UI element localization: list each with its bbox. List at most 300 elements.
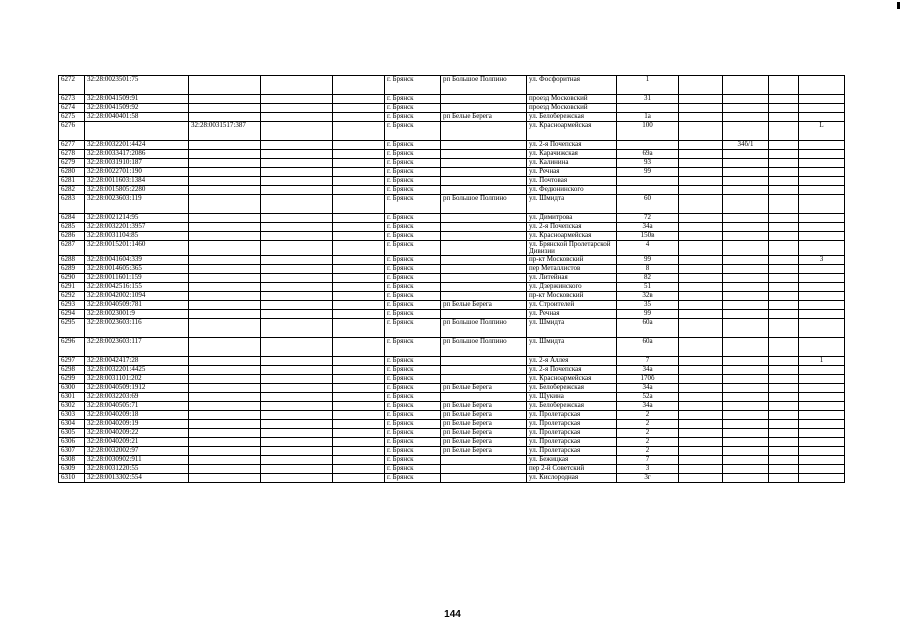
city-cell: г. Брянск (385, 256, 441, 265)
table-row (59, 357, 845, 366)
empty-cell (261, 256, 333, 265)
city-cell: г. Брянск (385, 292, 441, 301)
empty-cell (261, 177, 333, 186)
linked-cadastral-number-cell (189, 168, 261, 177)
linked-cadastral-number-cell (189, 177, 261, 186)
empty-cell (261, 141, 333, 150)
row-number-cell: 6291 (59, 283, 85, 292)
house-number-cell: 170б (617, 375, 679, 384)
empty-cell (333, 447, 385, 456)
table-row (59, 338, 845, 357)
empty-cell (333, 474, 385, 483)
building-number-cell (723, 338, 769, 357)
property-register-table (58, 75, 845, 483)
empty-cell (769, 384, 799, 393)
cadastral-number-cell: 32:28:0042002:1094 (85, 292, 189, 301)
locality-cell: рп Большое Полпино (441, 338, 527, 357)
empty-cell (333, 150, 385, 159)
cadastral-number-cell: 32:28:0040505:71 (85, 402, 189, 411)
empty-cell (679, 420, 723, 429)
street-cell: ул. 2-я Почепская (527, 141, 617, 150)
building-number-cell (723, 438, 769, 447)
table-row (59, 104, 845, 113)
empty-cell (769, 232, 799, 241)
apartment-cell (799, 366, 845, 375)
locality-cell (441, 292, 527, 301)
cadastral-number-cell: 32:28:0013302:554 (85, 474, 189, 483)
apartment-cell (799, 113, 845, 122)
row-number-cell: 6278 (59, 150, 85, 159)
house-number-cell: 2 (617, 420, 679, 429)
building-number-cell: 34б/1 (723, 141, 769, 150)
apartment-cell (799, 402, 845, 411)
building-number-cell (723, 223, 769, 232)
linked-cadastral-number-cell (189, 186, 261, 195)
linked-cadastral-number-cell (189, 95, 261, 104)
linked-cadastral-number-cell (189, 76, 261, 95)
empty-cell (769, 274, 799, 283)
empty-cell (261, 223, 333, 232)
locality-cell (441, 168, 527, 177)
empty-cell (333, 402, 385, 411)
apartment-cell (799, 310, 845, 319)
building-number-cell (723, 186, 769, 195)
empty-cell (261, 265, 333, 274)
table-row (59, 420, 845, 429)
city-cell: г. Брянск (385, 159, 441, 168)
empty-cell (333, 241, 385, 256)
empty-cell (679, 319, 723, 338)
building-number-cell (723, 402, 769, 411)
empty-cell (261, 384, 333, 393)
street-cell: ул. Кислородная (527, 474, 617, 483)
house-number-cell: 8 (617, 265, 679, 274)
linked-cadastral-number-cell (189, 357, 261, 366)
building-number-cell (723, 393, 769, 402)
cadastral-number-cell: 32:28:0032002:97 (85, 447, 189, 456)
city-cell: г. Брянск (385, 393, 441, 402)
empty-cell (261, 159, 333, 168)
empty-cell (333, 113, 385, 122)
empty-cell (679, 122, 723, 141)
linked-cadastral-number-cell (189, 241, 261, 256)
empty-cell (679, 141, 723, 150)
empty-cell (679, 429, 723, 438)
city-cell: г. Брянск (385, 76, 441, 95)
apartment-cell (799, 150, 845, 159)
row-number-cell: 6273 (59, 95, 85, 104)
city-cell: г. Брянск (385, 465, 441, 474)
cadastral-number-cell: 32:28:0041509:92 (85, 104, 189, 113)
locality-cell: рп Белые Берега (441, 301, 527, 310)
empty-cell (333, 256, 385, 265)
house-number-cell: 7 (617, 456, 679, 465)
apartment-cell (799, 223, 845, 232)
row-number-cell: 6285 (59, 223, 85, 232)
empty-cell (679, 474, 723, 483)
street-cell: ул. Фосфоритная (527, 76, 617, 95)
empty-cell (333, 168, 385, 177)
row-number-cell: 6275 (59, 113, 85, 122)
street-cell: ул. Карачижская (527, 150, 617, 159)
city-cell: г. Брянск (385, 265, 441, 274)
locality-cell (441, 456, 527, 465)
locality-cell: рп Белые Берега (441, 447, 527, 456)
building-number-cell (723, 319, 769, 338)
row-number-cell: 6305 (59, 429, 85, 438)
row-number-cell: 6309 (59, 465, 85, 474)
row-number-cell: 6294 (59, 310, 85, 319)
linked-cadastral-number-cell (189, 274, 261, 283)
empty-cell (333, 214, 385, 223)
house-number-cell: 82 (617, 274, 679, 283)
building-number-cell (723, 214, 769, 223)
cadastral-number-cell: 32:28:0015201:1460 (85, 241, 189, 256)
empty-cell (333, 283, 385, 292)
table-row (59, 223, 845, 232)
building-number-cell (723, 76, 769, 95)
table-row (59, 474, 845, 483)
apartment-cell (799, 447, 845, 456)
house-number-cell: 99 (617, 310, 679, 319)
city-cell: г. Брянск (385, 301, 441, 310)
city-cell: г. Брянск (385, 223, 441, 232)
street-cell: ул. 2-я Почепская (527, 366, 617, 375)
empty-cell (333, 122, 385, 141)
locality-cell (441, 357, 527, 366)
empty-cell (679, 195, 723, 214)
cadastral-number-cell: 32:28:0022701:190 (85, 168, 189, 177)
building-number-cell (723, 420, 769, 429)
street-cell: пр-кт Московский (527, 256, 617, 265)
empty-cell (769, 447, 799, 456)
empty-cell (333, 310, 385, 319)
cadastral-number-cell: 32:28:0040209:19 (85, 420, 189, 429)
row-number-cell: 6308 (59, 456, 85, 465)
linked-cadastral-number-cell (189, 438, 261, 447)
cadastral-number-cell: 32:28:0030902:911 (85, 456, 189, 465)
empty-cell (769, 113, 799, 122)
empty-cell (261, 465, 333, 474)
empty-cell (769, 186, 799, 195)
apartment-cell (799, 465, 845, 474)
street-cell: ул. Щукина (527, 393, 617, 402)
empty-cell (769, 310, 799, 319)
cadastral-number-cell: 32:28:0040401:58 (85, 113, 189, 122)
linked-cadastral-number-cell (189, 283, 261, 292)
empty-cell (679, 113, 723, 122)
empty-cell (333, 274, 385, 283)
empty-cell (333, 338, 385, 357)
row-number-cell: 6290 (59, 274, 85, 283)
table-row (59, 292, 845, 301)
empty-cell (769, 429, 799, 438)
empty-cell (679, 283, 723, 292)
building-number-cell (723, 241, 769, 256)
linked-cadastral-number-cell (189, 195, 261, 214)
empty-cell (261, 168, 333, 177)
apartment-cell (799, 104, 845, 113)
street-cell: проезд Московский (527, 104, 617, 113)
building-number-cell (723, 456, 769, 465)
empty-cell (769, 420, 799, 429)
empty-cell (261, 366, 333, 375)
empty-cell (679, 256, 723, 265)
table-row (59, 214, 845, 223)
linked-cadastral-number-cell (189, 456, 261, 465)
city-cell: г. Брянск (385, 186, 441, 195)
row-number-cell: 6280 (59, 168, 85, 177)
empty-cell (769, 283, 799, 292)
city-cell: г. Брянск (385, 447, 441, 456)
building-number-cell (723, 366, 769, 375)
street-cell: ул. Федюнинского (527, 186, 617, 195)
table-row (59, 150, 845, 159)
locality-cell (441, 214, 527, 223)
house-number-cell: 34а (617, 384, 679, 393)
locality-cell: рп Большое Полпино (441, 319, 527, 338)
locality-cell (441, 223, 527, 232)
cadastral-number-cell: 32:28:0023603:117 (85, 338, 189, 357)
city-cell: г. Брянск (385, 274, 441, 283)
building-number-cell (723, 301, 769, 310)
empty-cell (333, 292, 385, 301)
house-number-cell: 99 (617, 256, 679, 265)
empty-cell (333, 366, 385, 375)
empty-cell (769, 256, 799, 265)
empty-cell (679, 177, 723, 186)
empty-cell (769, 195, 799, 214)
empty-cell (769, 177, 799, 186)
table-row (59, 366, 845, 375)
city-cell: г. Брянск (385, 310, 441, 319)
street-cell: ул. Пролетарская (527, 447, 617, 456)
row-number-cell: 6277 (59, 141, 85, 150)
house-number-cell: 52а (617, 393, 679, 402)
empty-cell (261, 104, 333, 113)
row-number-cell: 6303 (59, 411, 85, 420)
linked-cadastral-number-cell (189, 104, 261, 113)
row-number-cell: 6284 (59, 214, 85, 223)
locality-cell: рп Большое Полпино (441, 195, 527, 214)
empty-cell (333, 429, 385, 438)
empty-cell (261, 456, 333, 465)
linked-cadastral-number-cell (189, 402, 261, 411)
table-row (59, 122, 845, 141)
street-cell: ул. Бежицкая (527, 456, 617, 465)
row-number-cell: 6292 (59, 292, 85, 301)
empty-cell (333, 465, 385, 474)
apartment-cell (799, 95, 845, 104)
cadastral-number-cell: 32:28:0011603:1384 (85, 177, 189, 186)
linked-cadastral-number-cell (189, 310, 261, 319)
building-number-cell (723, 122, 769, 141)
linked-cadastral-number-cell (189, 338, 261, 357)
empty-cell (769, 438, 799, 447)
empty-cell (679, 447, 723, 456)
apartment-cell (799, 375, 845, 384)
empty-cell (333, 195, 385, 214)
empty-cell (769, 319, 799, 338)
street-cell: ул. Белобережская (527, 384, 617, 393)
city-cell: г. Брянск (385, 113, 441, 122)
linked-cadastral-number-cell: 32:28:0031517:387 (189, 122, 261, 141)
cadastral-number-cell: 32:28:0031220:55 (85, 465, 189, 474)
cadastral-number-cell: 32:28:0040509:1912 (85, 384, 189, 393)
empty-cell (261, 310, 333, 319)
city-cell: г. Брянск (385, 366, 441, 375)
apartment-cell (799, 141, 845, 150)
empty-cell (769, 168, 799, 177)
empty-cell (769, 95, 799, 104)
empty-cell (333, 301, 385, 310)
house-number-cell: 60 (617, 195, 679, 214)
row-number-cell: 6279 (59, 159, 85, 168)
empty-cell (261, 338, 333, 357)
row-number-cell: 6304 (59, 420, 85, 429)
apartment-cell: L (799, 122, 845, 141)
row-number-cell: 6307 (59, 447, 85, 456)
table-row (59, 265, 845, 274)
empty-cell (769, 241, 799, 256)
city-cell: г. Брянск (385, 283, 441, 292)
empty-cell (679, 384, 723, 393)
table-row (59, 274, 845, 283)
empty-cell (769, 265, 799, 274)
house-number-cell (617, 186, 679, 195)
row-number-cell: 6281 (59, 177, 85, 186)
city-cell: г. Брянск (385, 375, 441, 384)
street-cell: ул. Красноармейская (527, 122, 617, 141)
building-number-cell (723, 474, 769, 483)
empty-cell (679, 438, 723, 447)
house-number-cell: 72 (617, 214, 679, 223)
house-number-cell: 34а (617, 402, 679, 411)
empty-cell (769, 474, 799, 483)
street-cell: ул. Литейная (527, 274, 617, 283)
empty-cell (261, 357, 333, 366)
locality-cell (441, 122, 527, 141)
empty-cell (333, 393, 385, 402)
table-row (59, 456, 845, 465)
empty-cell (769, 159, 799, 168)
empty-cell (261, 76, 333, 95)
empty-cell (261, 186, 333, 195)
street-cell: ул. Белобережская (527, 113, 617, 122)
empty-cell (679, 274, 723, 283)
empty-cell (261, 122, 333, 141)
locality-cell: рп Белые Берега (441, 420, 527, 429)
linked-cadastral-number-cell (189, 384, 261, 393)
empty-cell (679, 265, 723, 274)
empty-cell (769, 223, 799, 232)
empty-cell (261, 411, 333, 420)
empty-cell (333, 177, 385, 186)
house-number-cell: 1а (617, 113, 679, 122)
cadastral-number-cell: 32:28:0011601:159 (85, 274, 189, 283)
linked-cadastral-number-cell (189, 223, 261, 232)
cadastral-number-cell: 32:28:0031104:85 (85, 232, 189, 241)
row-number-cell: 6300 (59, 384, 85, 393)
row-number-cell: 6306 (59, 438, 85, 447)
building-number-cell (723, 232, 769, 241)
cadastral-number-cell: 32:28:0031101:202 (85, 375, 189, 384)
street-cell: ул. Дзержинского (527, 283, 617, 292)
apartment-cell (799, 76, 845, 95)
locality-cell (441, 393, 527, 402)
row-number-cell: 6289 (59, 265, 85, 274)
empty-cell (679, 465, 723, 474)
empty-cell (261, 393, 333, 402)
row-number-cell: 6282 (59, 186, 85, 195)
house-number-cell: 60а (617, 319, 679, 338)
street-cell: пер 2-й Советский (527, 465, 617, 474)
house-number-cell: 51 (617, 283, 679, 292)
cadastral-number-cell: 32:28:0032201:4424 (85, 141, 189, 150)
row-number-cell: 6283 (59, 195, 85, 214)
house-number-cell: 3г (617, 474, 679, 483)
linked-cadastral-number-cell (189, 474, 261, 483)
building-number-cell (723, 283, 769, 292)
empty-cell (769, 292, 799, 301)
empty-cell (679, 186, 723, 195)
table-row (59, 411, 845, 420)
street-cell: пр-кт Московский (527, 292, 617, 301)
apartment-cell (799, 292, 845, 301)
empty-cell (679, 411, 723, 420)
cadastral-number-cell: 32:28:0040209:21 (85, 438, 189, 447)
building-number-cell (723, 411, 769, 420)
locality-cell: рп Белые Берега (441, 429, 527, 438)
table-row (59, 241, 845, 256)
empty-cell (769, 104, 799, 113)
locality-cell (441, 241, 527, 256)
empty-cell (769, 411, 799, 420)
margin-mark (897, 2, 900, 9)
row-number-cell: 6272 (59, 76, 85, 95)
city-cell: г. Брянск (385, 177, 441, 186)
empty-cell (261, 214, 333, 223)
building-number-cell (723, 195, 769, 214)
empty-cell (333, 357, 385, 366)
empty-cell (333, 76, 385, 95)
building-number-cell (723, 292, 769, 301)
linked-cadastral-number-cell (189, 420, 261, 429)
table-row (59, 168, 845, 177)
building-number-cell (723, 104, 769, 113)
linked-cadastral-number-cell (189, 159, 261, 168)
linked-cadastral-number-cell (189, 265, 261, 274)
cadastral-number-cell (85, 122, 189, 141)
row-number-cell: 6310 (59, 474, 85, 483)
row-number-cell: 6296 (59, 338, 85, 357)
empty-cell (333, 159, 385, 168)
row-number-cell: 6288 (59, 256, 85, 265)
empty-cell (333, 420, 385, 429)
house-number-cell: 4 (617, 241, 679, 256)
house-number-cell: 31 (617, 95, 679, 104)
table-row (59, 465, 845, 474)
cadastral-number-cell: 32:28:0014605:365 (85, 265, 189, 274)
building-number-cell (723, 168, 769, 177)
table-row (59, 310, 845, 319)
city-cell: г. Брянск (385, 438, 441, 447)
apartment-cell (799, 177, 845, 186)
street-cell: ул. 2-я Почепская (527, 223, 617, 232)
house-number-cell: 1 (617, 76, 679, 95)
row-number-cell: 6298 (59, 366, 85, 375)
cadastral-number-cell: 32:28:0041604:339 (85, 256, 189, 265)
